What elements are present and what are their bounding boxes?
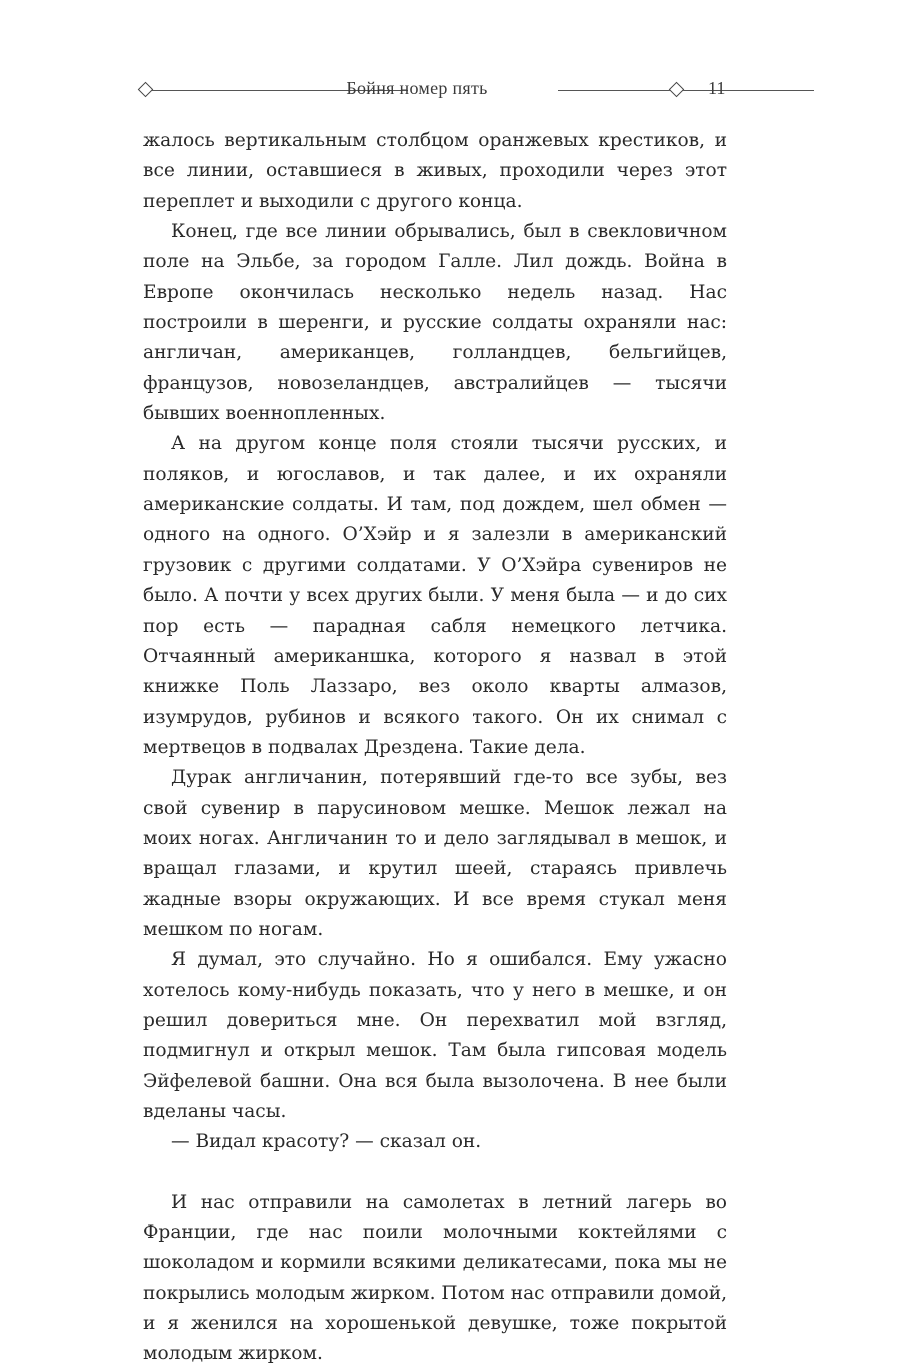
paragraph: жалось вертикальным столбцом оранжевых крестиков, и все линии, оставшиеся в живых, проходили через этот переплет и выходили с другого конца. [143, 130, 727, 212]
section-break [143, 1158, 727, 1188]
paragraph: И нас отправили на самолетах в летний лагерь во Франции, где нас поили молочными коктейлями с шоколадом и кормили всякими деликатесами, пока мы не покрылись молодым жирком. Потом нас отправили домой, и я женился на хорошенькой девушке, тоже покрытой молодым жирком. [143, 1191, 727, 1365]
diamond-ornament-icon [138, 82, 154, 98]
body-text [143, 126, 727, 1370]
paragraph: Конец, где все линии обрывались, был в свекловичном поле на Эльбе, за городом Галле. Лил дождь. Война в Европе окончилась несколько недель назад. Нас построили в шеренги, и русские солдаты охраняли нас: англичан, американцев, голландцев, бельгийцев, французов, новозеландцев, австралийцев — тысячи бывших военнопленных. [143, 221, 727, 425]
paragraph: Я думал, это случайно. Но я ошибался. Ему ужасно хотелось кому-нибудь показать, что у него в мешке, и он решил довериться мне. Он перехватил мой взгляд, подмигнул и открыл мешок. Там была гипсовая модель Эйфелевой башни. Она вся была вызолочена. В нее были вделаны часы. [143, 949, 727, 1122]
paragraph: Дурак англичанин, потерявший где-то все зубы, вез свой сувенир в парусиновом мешке. Мешок лежал на моих ногах. Англичанин то и дело заглядывал в мешок, и вращал глазами, и крутил шеей, стараясь привлечь жадные взоры окружающих. И все время стукал меня мешком по ногам. [143, 767, 727, 940]
header-rule-right [558, 90, 814, 91]
diamond-ornament-icon [669, 82, 685, 98]
running-header [138, 70, 768, 110]
page-number: 11 [708, 78, 726, 98]
running-title: Бойня номер пять [346, 78, 488, 98]
paragraph: А на другом конце поля стояли тысячи русских, и поляков, и югославов, и так далее, и их охраняли американские солдаты. И там, под дождем, шел обмен — одного на одного. О’Хэйр и я залезли в американский грузовик с другими солдатами. У О’Хэйра сувениров не было. А почти у всех других были. У меня была — и до сих пор есть — парадная сабля немецкого летчика. Отчаянный американшка, которого я назвал в этой книжке Поль Лаззаро, вез около кварты алмазов, изумрудов, рубинов и всякого такого. Он их снимал с мертвецов в подвалах Дрездена. Такие дела. [143, 433, 727, 758]
paragraph: — Видал красоту? — сказал он. [171, 1131, 482, 1153]
